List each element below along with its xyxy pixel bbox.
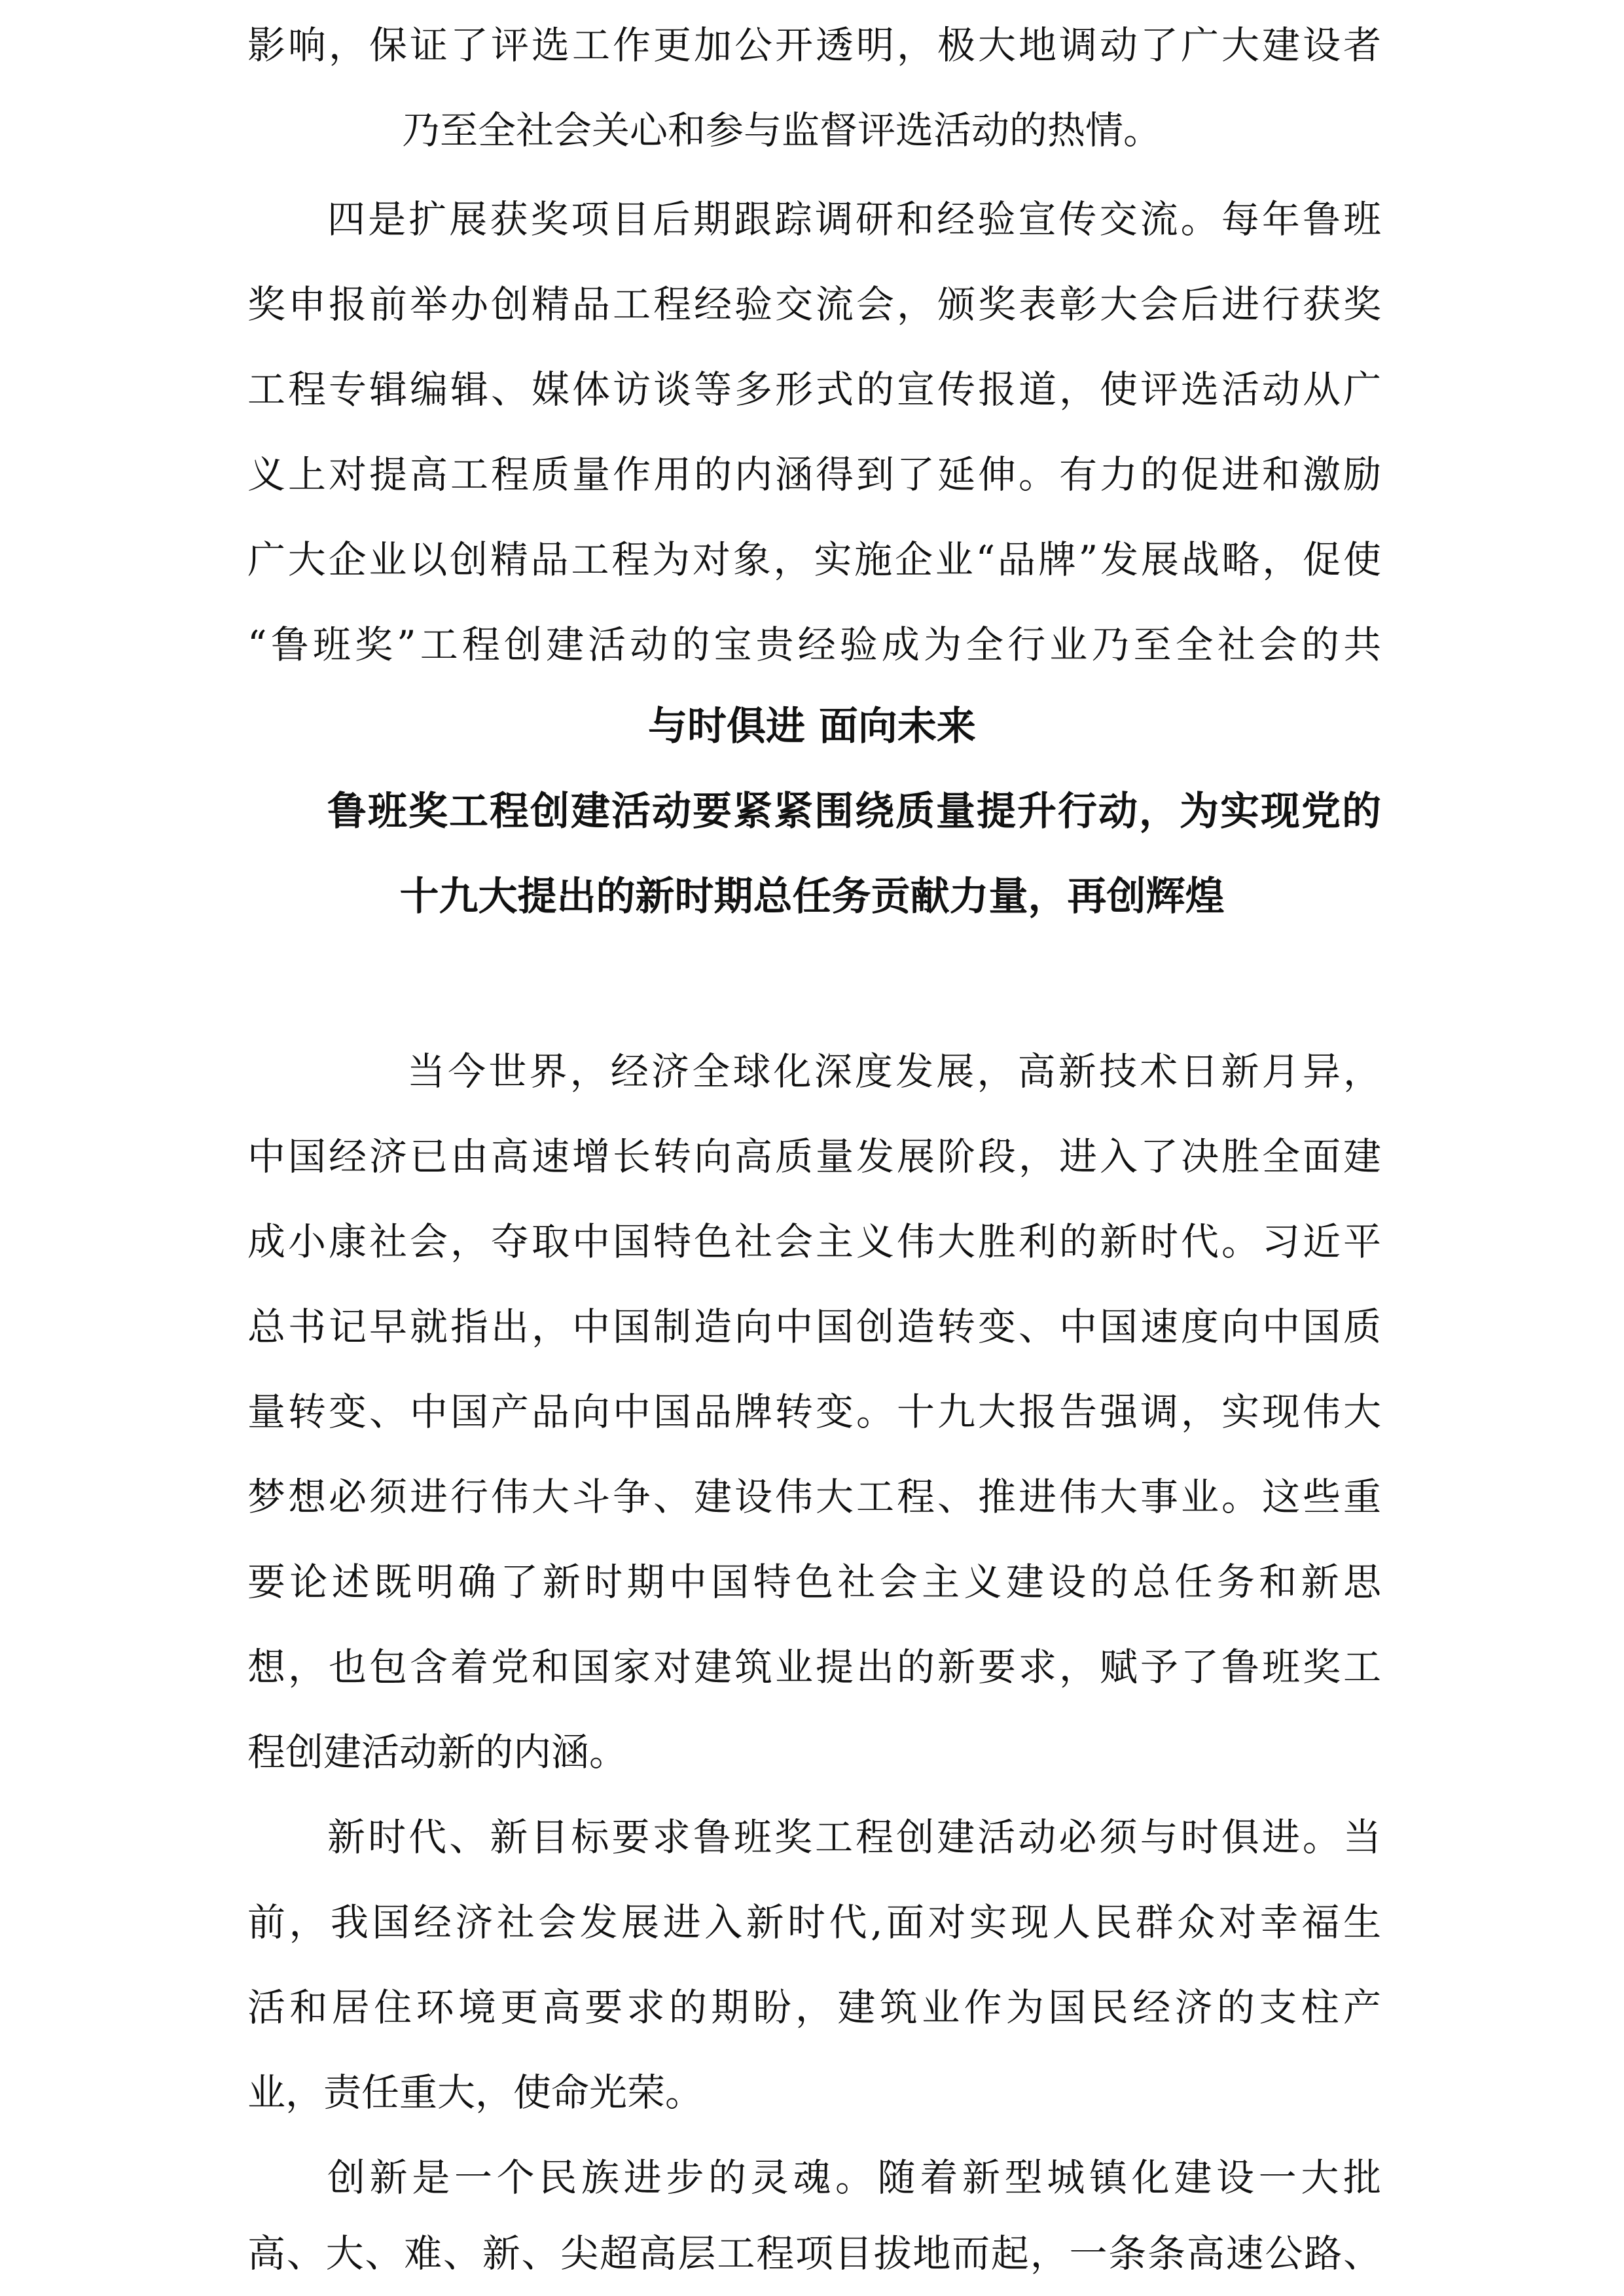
paragraph-line: 梦想必须进行伟大斗争、建设伟大工程、推进伟大事业。这些重: [247, 1475, 1381, 1519]
paragraph-line: 创新是一个民族进步的灵魂。随着新型城镇化建设一大批: [327, 2155, 1381, 2200]
paragraph-line: 要论述既明确了新时期中国特色社会主义建设的总任务和新思: [247, 1560, 1381, 1604]
paragraph-line: 乃至全社会关心和参与监督评选活动的热情。: [402, 108, 1162, 152]
sub-heading-line-2: 十九大提出的新时期总任务贡献力量，再创辉煌: [399, 874, 1225, 920]
paragraph-line: 程创建活动新的内涵。: [247, 1730, 628, 1774]
paragraph-line: 广大企业以创精品工程为对象，实施企业“品牌”发展战略，促使: [247, 537, 1381, 582]
paragraph-line: 当今世界，经济全球化深度发展，高新技术日新月异，: [407, 1049, 1381, 1094]
paragraph-line: 工程专辑编辑、媒体访谈等多形式的宣传报道，使评选活动从广: [247, 367, 1381, 412]
paragraph-line: 想，也包含着党和国家对建筑业提出的新要求，赋予了鲁班奖工: [247, 1645, 1381, 1689]
paragraph-line: 高、大、难、新、尖超高层工程项目拔地而起，一条条高速公路、: [247, 2231, 1381, 2276]
paragraph-line: 前，我国经济社会发展进入新时代,面对实现人民群众对幸福生: [247, 1900, 1381, 1945]
paragraph-line: 量转变、中国产品向中国品牌转变。十九大报告强调，实现伟大: [247, 1390, 1381, 1434]
paragraph-line: 新时代、新目标要求鲁班奖工程创建活动必须与时俱进。当: [327, 1815, 1381, 1859]
sub-heading-line-1: 鲁班奖工程创建活动要紧紧围绕质量提升行动，为实现党的: [327, 789, 1381, 834]
paragraph-line: 四是扩展获奖项目后期跟踪调研和经验宣传交流。每年鲁班: [327, 197, 1381, 242]
paragraph-line: 奖申报前举办创精品工程经验交流会，颁奖表彰大会后进行获奖: [247, 282, 1381, 327]
paragraph-line: 影响，保证了评选工作更加公开透明，极大地调动了广大建设者: [247, 23, 1381, 67]
paragraph-line: 活和居住环境更高要求的期盼，建筑业作为国民经济的支柱产: [247, 1985, 1381, 2030]
paragraph-line: 义上对提高工程质量作用的内涵得到了延伸。有力的促进和激励: [247, 452, 1381, 497]
paragraph-line: “鲁班奖”工程创建活动的宝贵经验成为全行业乃至全社会的共: [247, 622, 1381, 667]
paragraph-line: 中国经济已由高速增长转向高质量发展阶段，进入了决胜全面建: [247, 1134, 1381, 1179]
section-heading: 与时俱进 面向未来: [648, 704, 976, 749]
paragraph-line: 业，责任重大，使命光荣。: [247, 2070, 704, 2115]
paragraph-line: 总书记早就指出，中国制造向中国创造转变、中国速度向中国质: [247, 1304, 1381, 1349]
paragraph-line: 成小康社会，夺取中国特色社会主义伟大胜利的新时代。习近平: [247, 1219, 1381, 1264]
